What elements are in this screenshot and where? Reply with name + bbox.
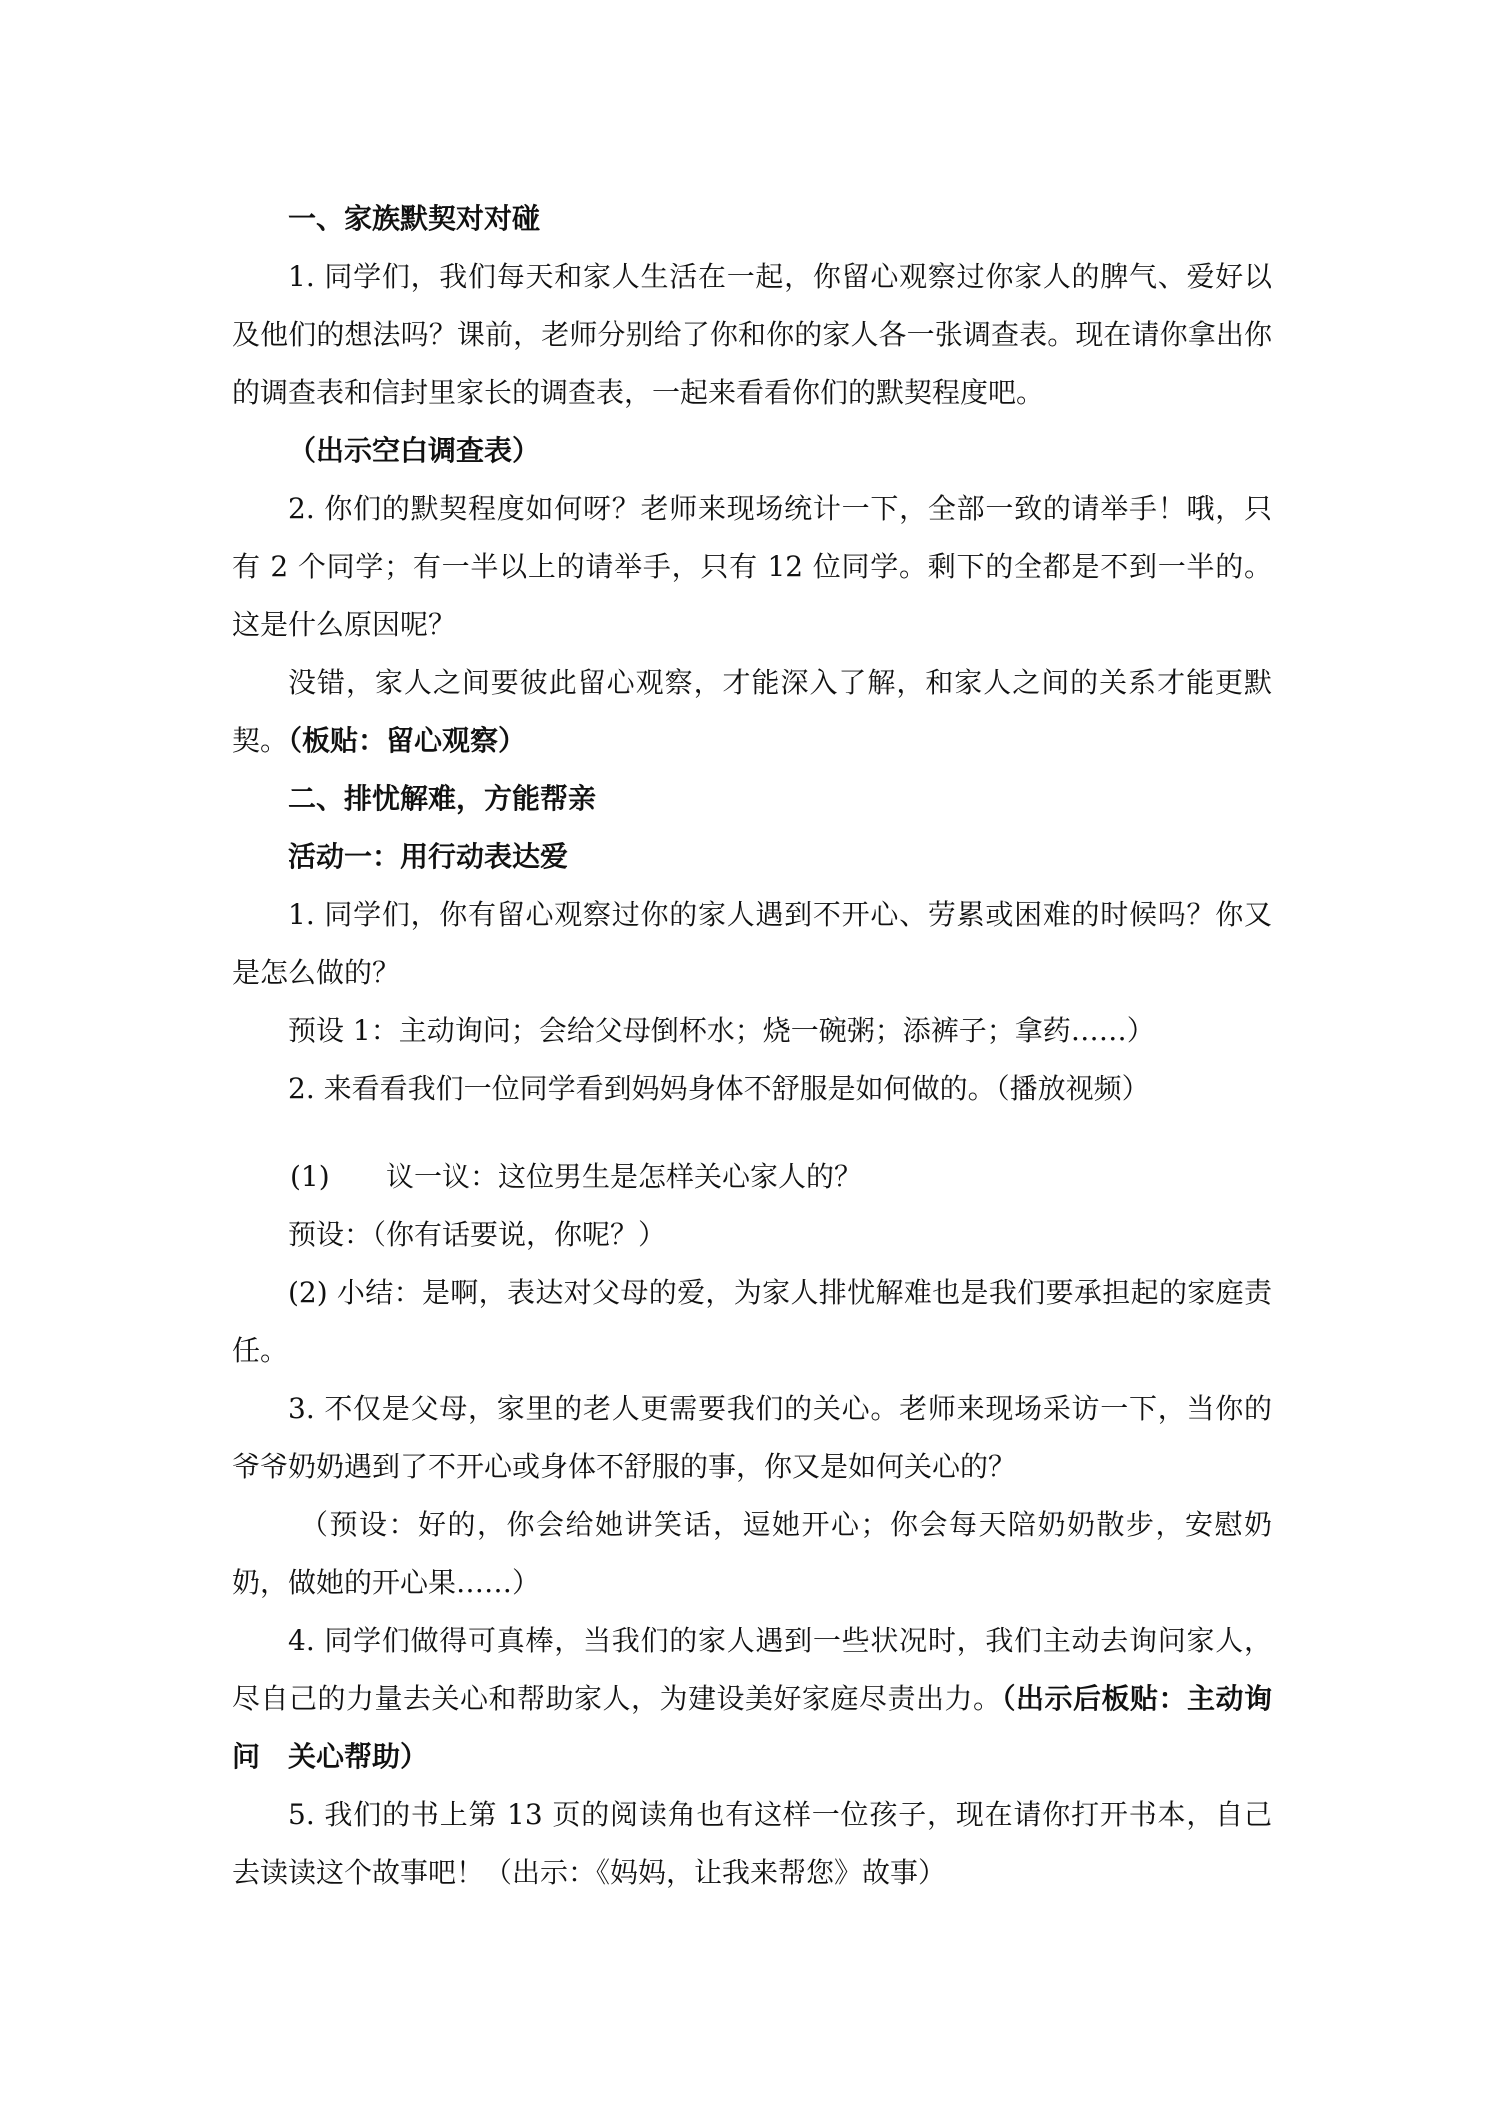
section1-note-1: （出示空白调查表） xyxy=(288,434,541,467)
list-item-2: (2) 小结：是啊，表达对父母的爱，为家人排忧解难也是我们要承担起的家庭责任。 xyxy=(232,1276,1272,1367)
preset-2: 预设：（你有话要说，你呢？） xyxy=(288,1218,667,1251)
section1-paragraph-3-text: 没错，家人之间要彼此留心观察，才能深入了解，和家人之间的关系才能更默契。 xyxy=(232,666,1272,757)
section2-paragraph-5-note: （出示：《妈妈，让我来帮您》故事） xyxy=(484,1856,947,1889)
section1-paragraph-2: 2. 你们的默契程度如何呀？老师来现场统计一下，全部一致的请举手！哦，只有 2 个同学；有一半以上的请举手，只有 12 位同学。剩下的全都是不到一半的。这是什么原因呢？ xyxy=(232,492,1272,641)
section1-heading: 一、家族默契对对碰 xyxy=(288,202,541,235)
section2-paragraph-2-text: 2. 来看看我们一位同学看到妈妈身体不舒服是如何做的。 xyxy=(288,1072,996,1105)
section2-paragraph-1: 1. 同学们，你有留心观察过你的家人遇到不开心、劳累或困难的时候吗？你又是怎么做的？ xyxy=(232,898,1272,989)
section2-heading: 二、排忧解难，方能帮亲 xyxy=(288,782,597,815)
section1-paragraph-3-note: （板贴：留心观察） xyxy=(288,724,527,757)
preset-1: 预设 1：主动询问；会给父母倒杯水；烧一碗粥；添裤子；拿药……） xyxy=(288,1014,1155,1047)
section2-paragraph-5 xyxy=(232,1786,1272,1902)
section2-paragraph-4-note: （出示后板贴：主动询问 关心帮助） xyxy=(232,1682,1272,1773)
section2-paragraph-4-text: 4. 同学们做得可真棒，当我们的家人遇到一些状况时，我们主动去询问家人，尽自己的力量去关心和帮助家人，为建设美好家庭尽责出力。 xyxy=(232,1624,1272,1715)
section2-paragraph-2 xyxy=(232,1060,1272,1118)
section2-paragraph-5-text: 5. 我们的书上第 13 页的阅读角也有这样一位孩子，现在请你打开书本，自己去读读这个故事吧！ xyxy=(232,1798,1272,1889)
document-page xyxy=(232,190,1272,1902)
list-item-1-number: (1) xyxy=(290,1160,330,1193)
section2-paragraph-4 xyxy=(232,1612,1272,1786)
section1-paragraph-1: 1. 同学们，我们每天和家人生活在一起，你留心观察过你家人的脾气、爱好以及他们的想法吗？课前，老师分别给了你和你的家人各一张调查表。现在请你拿出你的调查表和信封里家长的调查表，一起来看看你们的默契程度吧。 xyxy=(232,260,1272,409)
section1-paragraph-3 xyxy=(232,654,1272,770)
section2-paragraph-2-note: （播放视频） xyxy=(995,1072,1150,1105)
preset-3: （预设：好的，你会给她讲笑话，逗她开心；你会每天陪奶奶散步，安慰奶奶，做她的开心果……） xyxy=(232,1508,1272,1599)
section2-paragraph-3: 3. 不仅是父母，家里的老人更需要我们的关心。老师来现场采访一下，当你的爷爷奶奶遇到了不开心或身体不舒服的事，你又是如何关心的？ xyxy=(232,1392,1272,1483)
activity-1-heading: 活动一：用行动表达爱 xyxy=(288,840,569,873)
list-item-1 xyxy=(232,1148,1272,1206)
list-item-1-text: 议一议：这位男生是怎样关心家人的？ xyxy=(386,1160,863,1193)
